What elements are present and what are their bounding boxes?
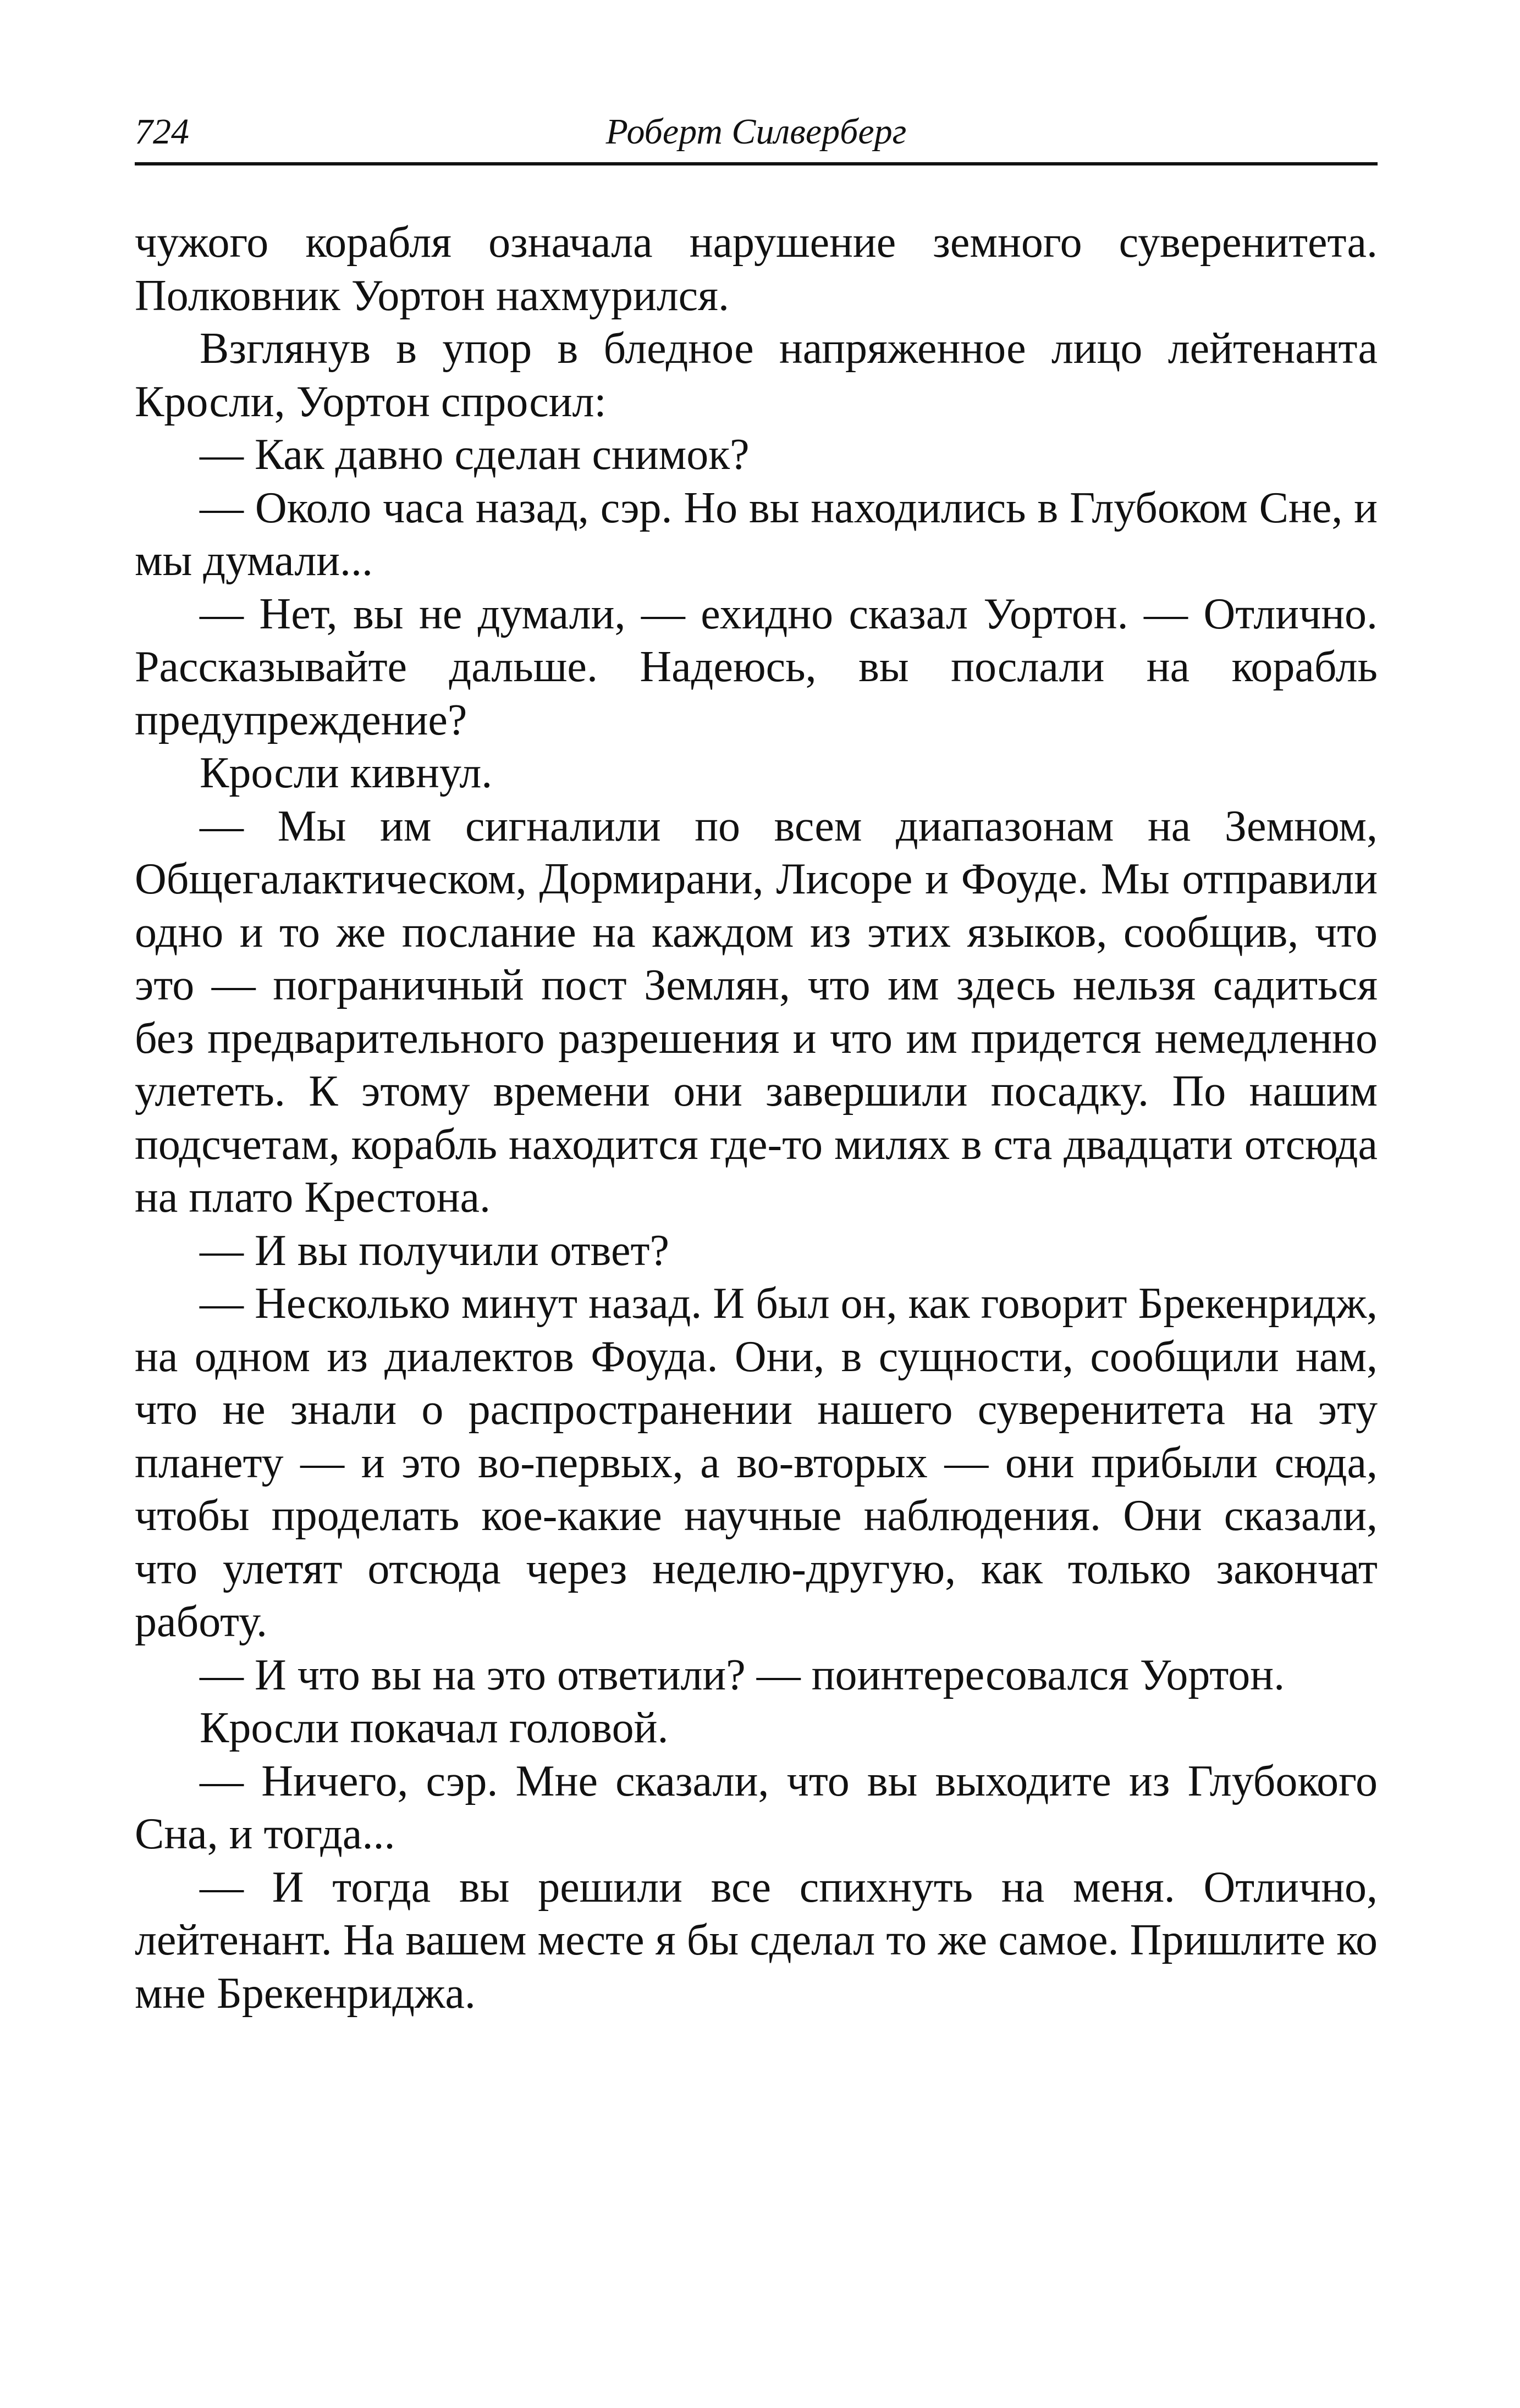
running-title: Роберт Силверберг <box>605 112 907 152</box>
body-text <box>135 216 1378 2020</box>
paragraph: Кросли покачал головой. <box>200 1704 669 1752</box>
paragraph: — Мы им сигналили по всем диапазонам на Земном, Общегалактическом, Дормирани, Лисоре и Фоуде. Мы отправили одно и то же послание на каждом из этих языков, сообщив, что это — пограничный пост Землян, что им здесь нельзя садиться без предварительного разрешения и что им придется немедленно улететь. К этому времени они завершили посадку. По нашим подсчетам, корабль находится где-то милях в ста двадцати отсюда на плато Крестона. <box>135 802 1378 1222</box>
book-page <box>135 110 1378 2020</box>
paragraph: — Около часа назад, сэр. Но вы находились в Глубоком Сне, и мы думали... <box>135 483 1378 585</box>
paragraph: — И вы получили ответ? <box>200 1226 669 1275</box>
paragraph: — И тогда вы решили все спихнуть на меня. Отлично, лейтенант. На вашем месте я бы сделал то же самое. Пришлите ко мне Брекенриджа. <box>135 1863 1378 2018</box>
paragraph: — Ничего, сэр. Мне сказали, что вы выходите из Глубокого Сна, и тогда... <box>135 1757 1378 1858</box>
paragraph: — Нет, вы не думали, — ехидно сказал Уортон. — Отлично. Рассказывайте дальше. Надеюсь, вы послали на корабль предупреждение? <box>135 589 1378 744</box>
paragraph: Кросли кивнул. <box>200 749 493 797</box>
page-number: 724 <box>135 112 189 152</box>
paragraph: чужого корабля означала нарушение земного суверенитета. Полковник Уортон нахмурился. <box>135 218 1378 320</box>
running-header <box>135 110 1378 165</box>
paragraph: — Несколько минут назад. И был он, как говорит Брекенридж, на одном из диалектов Фоуда. Они, в сущности, сообщили нам, что не знали о распространении нашего суверенитета на эту планету — и это во-первых, а во-вторых — они прибыли сюда, чтобы проделать кое-какие научные наблюдения. Они сказали, что улетят отсюда через неделю-другую, как только закончат работу. <box>135 1279 1378 1646</box>
paragraph: Взглянув в упор в бледное напряженное лицо лейтенанта Кросли, Уортон спросил: <box>135 324 1378 426</box>
paragraph: — Как давно сделан снимок? <box>200 430 750 479</box>
paragraph: — И что вы на это ответили? — поинтересовался Уортон. <box>200 1650 1285 1699</box>
